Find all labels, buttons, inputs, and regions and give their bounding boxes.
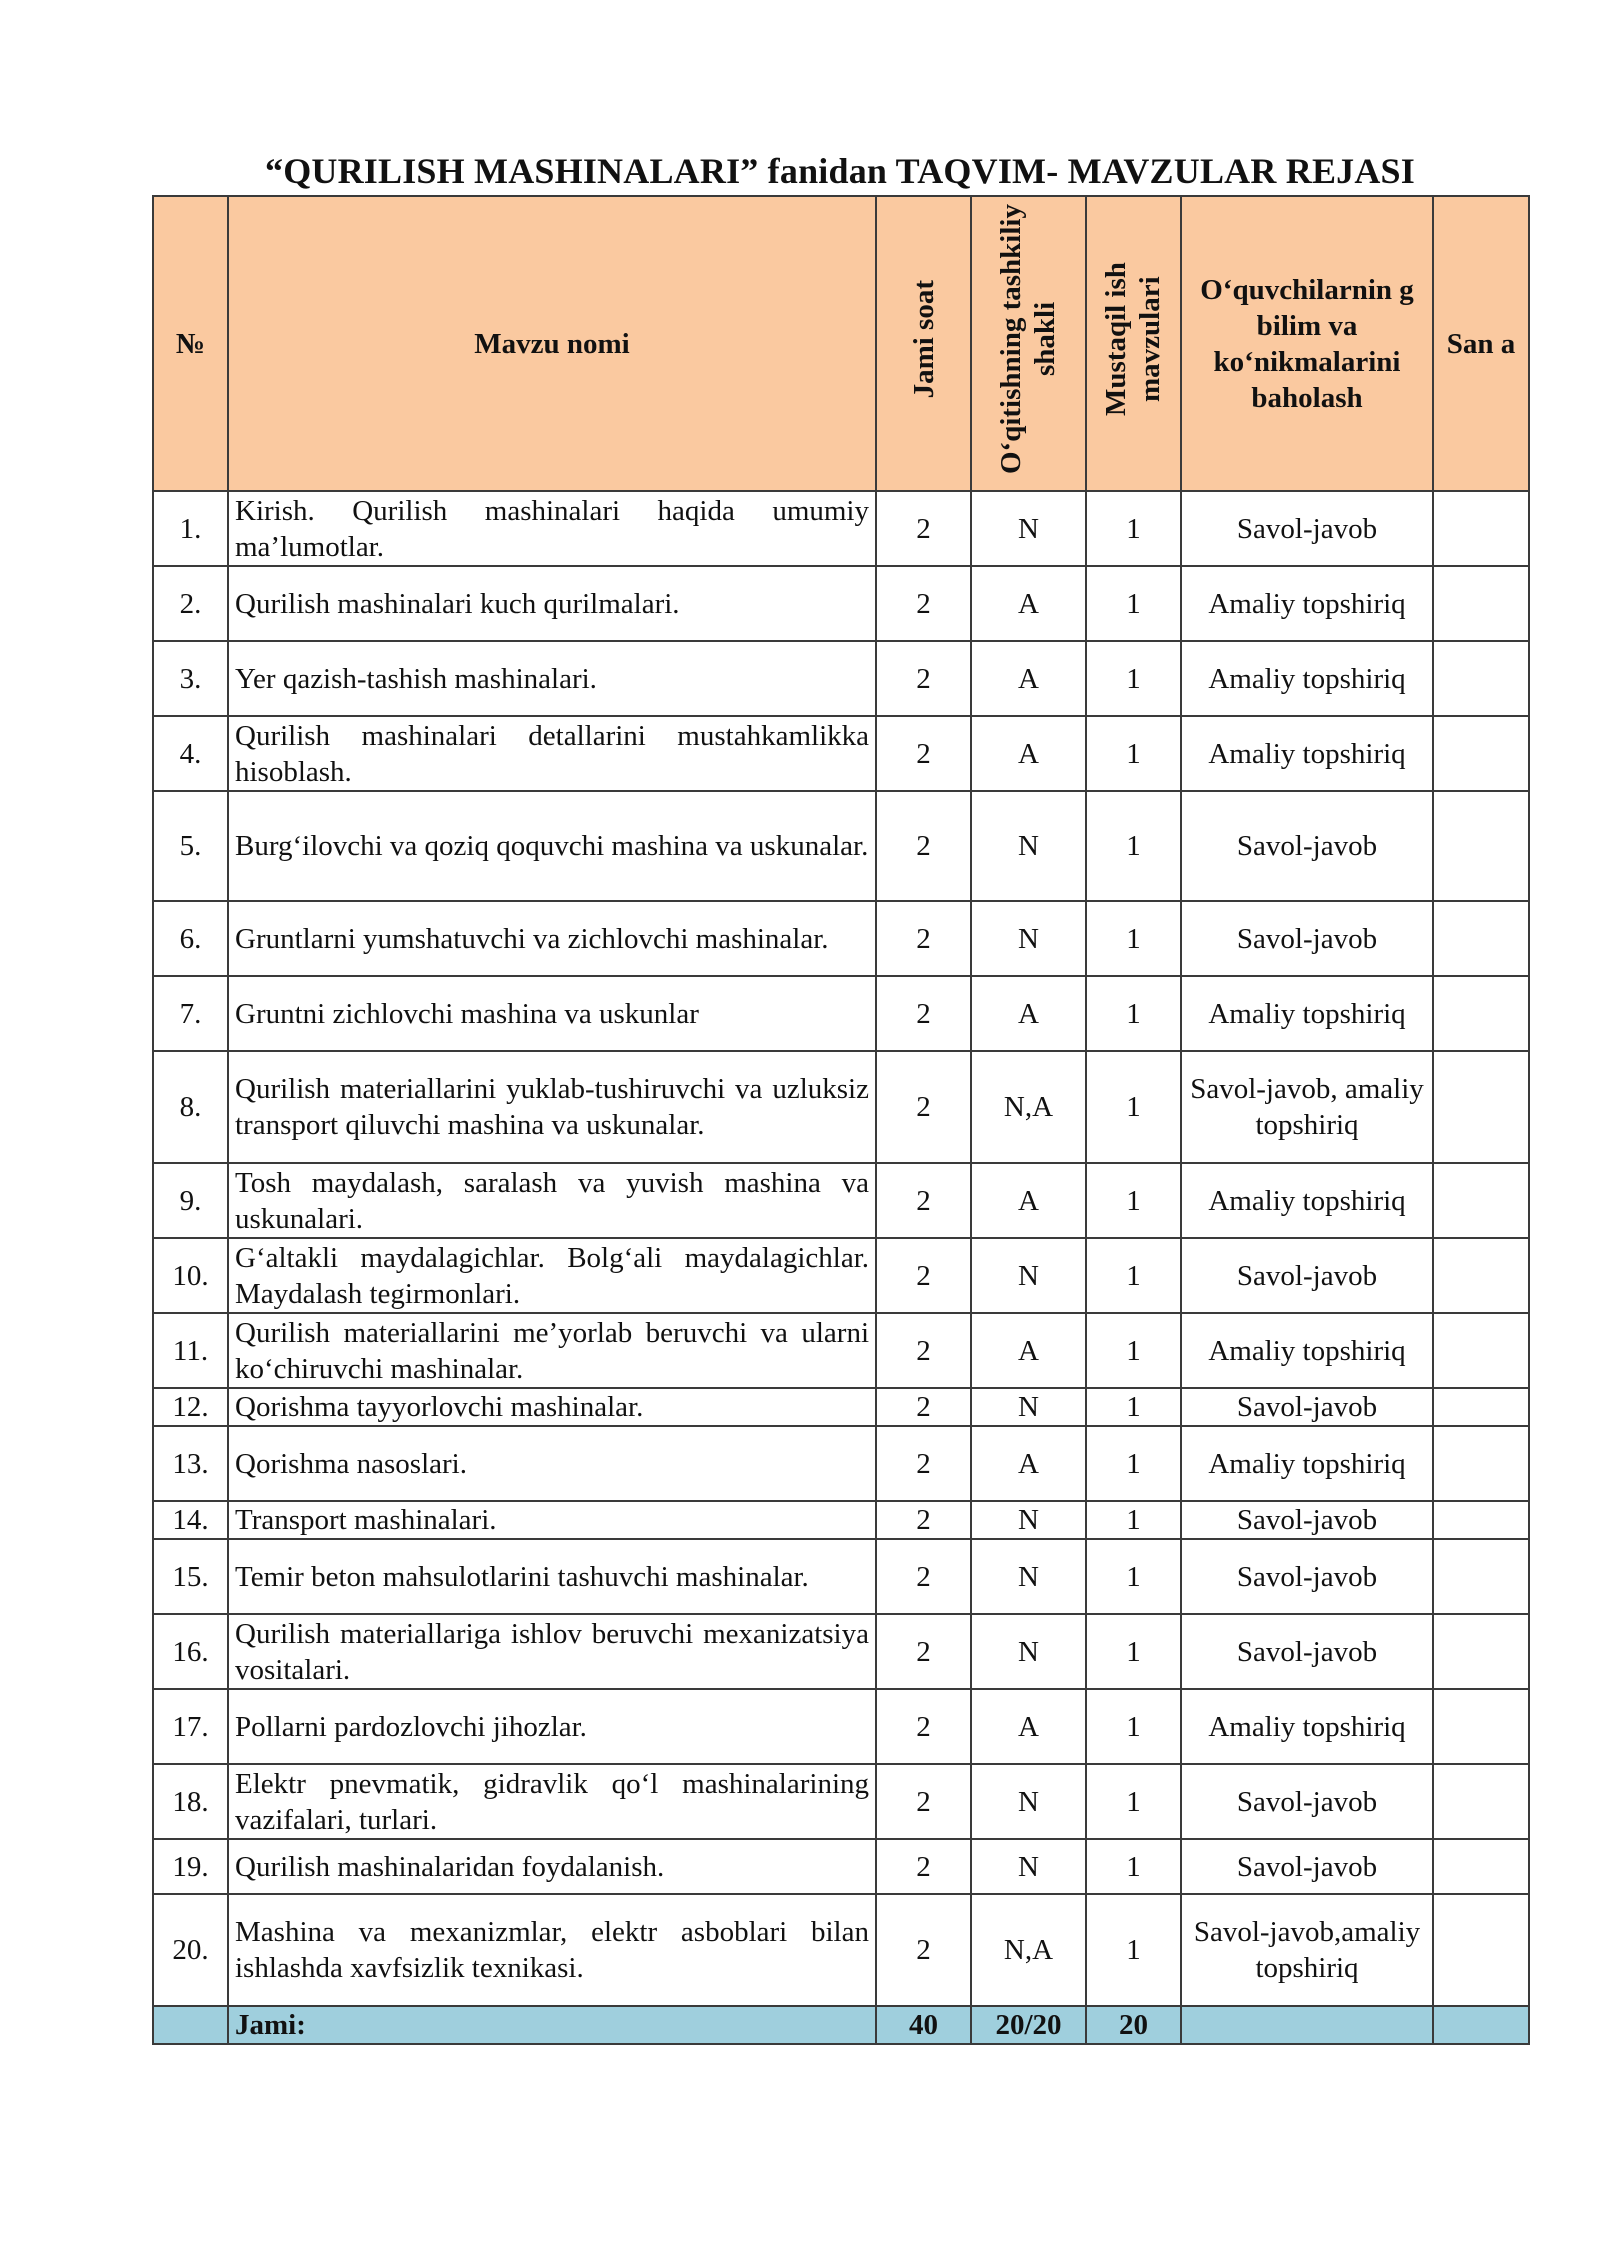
row-date [1433,1313,1529,1388]
row-date [1433,716,1529,791]
row-hours: 2 [876,1238,971,1313]
table-row [153,1163,1529,1238]
header-indep: Mustaqil ish mavzulari [1086,196,1181,491]
row-topic: Qurilish mashinalari kuch qurilmalari. [228,566,876,641]
table-row [153,1764,1529,1839]
row-assessment: Amaliy topshiriq [1181,1689,1433,1764]
row-date [1433,901,1529,976]
row-topic: Tosh maydalash, saralash va yuvish mashina va uskunalari. [228,1163,876,1238]
row-number: 11. [153,1313,228,1388]
row-assessment: Amaliy topshiriq [1181,566,1433,641]
row-assessment: Savol-javob [1181,1238,1433,1313]
row-assessment: Savol-javob,amaliy topshiriq [1181,1894,1433,2006]
row-form: N [971,1614,1086,1689]
row-form: N,A [971,1051,1086,1163]
row-number: 20. [153,1894,228,2006]
row-date [1433,1764,1529,1839]
row-hours: 2 [876,901,971,976]
row-number: 12. [153,1388,228,1426]
row-form: N,A [971,1894,1086,2006]
row-topic: G‘altakli maydalagichlar. Bolg‘ali maydalagichlar. Maydalash tegirmonlari. [228,1238,876,1313]
row-date [1433,1426,1529,1501]
table-row [153,791,1529,901]
row-date [1433,791,1529,901]
total-independent-work: 20 [1086,2006,1181,2044]
row-assessment: Savol-javob [1181,1539,1433,1614]
row-form: N [971,1388,1086,1426]
row-independent-work: 1 [1086,1894,1181,2006]
row-independent-work: 1 [1086,566,1181,641]
row-assessment: Savol-javob [1181,791,1433,901]
row-assessment: Savol-javob [1181,1764,1433,1839]
row-hours: 2 [876,1539,971,1614]
row-topic: Yer qazish-tashish mashinalari. [228,641,876,716]
row-independent-work: 1 [1086,1388,1181,1426]
row-topic: Qurilish mashinalaridan foydalanish. [228,1839,876,1894]
row-hours: 2 [876,716,971,791]
row-hours: 2 [876,1051,971,1163]
row-form: A [971,1163,1086,1238]
table-row [153,491,1529,566]
row-topic: Mashina va mexanizmlar, elektr asboblari bilan ishlashda xavfsizlik texnikasi. [228,1894,876,2006]
row-form: A [971,1313,1086,1388]
row-topic: Kirish. Qurilish mashinalari haqida umumiy ma’lumotlar. [228,491,876,566]
table-row [153,901,1529,976]
row-form: N [971,1501,1086,1539]
row-form: N [971,1539,1086,1614]
row-number: 8. [153,1051,228,1163]
total-row [153,2006,1529,2044]
row-topic: Qorishma nasoslari. [228,1426,876,1501]
row-topic: Qorishma tayyorlovchi mashinalar. [228,1388,876,1426]
row-hours: 2 [876,1388,971,1426]
row-topic: Qurilish materiallarini yuklab-tushiruvchi va uzluksiz transport qiluvchi mashina va uskunalar. [228,1051,876,1163]
row-number: 5. [153,791,228,901]
row-independent-work: 1 [1086,641,1181,716]
row-topic: Qurilish mashinalari detallarini mustahkamlikka hisoblash. [228,716,876,791]
header-form: O‘qitishning tashkiliy shakli [971,196,1086,491]
row-assessment: Amaliy topshiriq [1181,1313,1433,1388]
row-number: 6. [153,901,228,976]
row-number: 13. [153,1426,228,1501]
row-topic: Gruntni zichlovchi mashina va uskunlar [228,976,876,1051]
document-title: “QURILISH MASHINALARI” fanidan TAQVIM- MAVZULAR REJASI [265,151,1415,191]
header-row [153,196,1529,491]
row-number: 19. [153,1839,228,1894]
row-number: 16. [153,1614,228,1689]
row-independent-work: 1 [1086,1614,1181,1689]
total-form: 20/20 [971,2006,1086,2044]
row-hours: 2 [876,641,971,716]
row-hours: 2 [876,1764,971,1839]
row-number: 10. [153,1238,228,1313]
row-hours: 2 [876,491,971,566]
total-assess-empty [1181,2006,1433,2044]
table-row [153,1614,1529,1689]
row-assessment: Savol-javob, amaliy topshiriq [1181,1051,1433,1163]
row-topic: Qurilish materiallarini me’yorlab beruvchi va ularni ko‘chiruvchi mashinalar. [228,1313,876,1388]
row-date [1433,1238,1529,1313]
row-independent-work: 1 [1086,1764,1181,1839]
table-row [153,976,1529,1051]
table-row [153,641,1529,716]
row-assessment: Amaliy topshiriq [1181,1426,1433,1501]
row-form: A [971,1689,1086,1764]
table-row [153,1388,1529,1426]
row-hours: 2 [876,1501,971,1539]
row-independent-work: 1 [1086,1051,1181,1163]
row-independent-work: 1 [1086,716,1181,791]
row-form: A [971,976,1086,1051]
row-form: A [971,716,1086,791]
row-independent-work: 1 [1086,976,1181,1051]
row-hours: 2 [876,1163,971,1238]
row-form: A [971,641,1086,716]
header-hours: Jami soat [876,196,971,491]
row-date [1433,1388,1529,1426]
row-number: 1. [153,491,228,566]
row-independent-work: 1 [1086,1238,1181,1313]
row-number: 3. [153,641,228,716]
table-row [153,1894,1529,2006]
header-assess: O‘quvchilarnin g bilim va ko‘nikmalarini baholash [1181,196,1433,491]
row-topic: Transport mashinalari. [228,1501,876,1539]
row-independent-work: 1 [1086,1426,1181,1501]
row-number: 15. [153,1539,228,1614]
row-independent-work: 1 [1086,1313,1181,1388]
row-form: A [971,1426,1086,1501]
total-hours: 40 [876,2006,971,2044]
row-number: 4. [153,716,228,791]
header-date: San a [1433,196,1529,491]
row-hours: 2 [876,1894,971,2006]
row-number: 18. [153,1764,228,1839]
row-date [1433,1163,1529,1238]
row-assessment: Amaliy topshiriq [1181,641,1433,716]
row-hours: 2 [876,566,971,641]
row-date [1433,1689,1529,1764]
row-form: N [971,791,1086,901]
header-topic: Mavzu nomi [228,196,876,491]
row-hours: 2 [876,1689,971,1764]
table-row [153,1501,1529,1539]
row-form: N [971,1764,1086,1839]
row-topic: Qurilish materiallariga ishlov beruvchi mexanizatsiya vositalari. [228,1614,876,1689]
total-empty [153,2006,228,2044]
row-date [1433,1501,1529,1539]
row-independent-work: 1 [1086,1839,1181,1894]
row-number: 7. [153,976,228,1051]
table-row [153,1238,1529,1313]
row-independent-work: 1 [1086,1501,1181,1539]
row-hours: 2 [876,1426,971,1501]
row-topic: Temir beton mahsulotlarini tashuvchi mashinalar. [228,1539,876,1614]
row-date [1433,1051,1529,1163]
row-date [1433,1614,1529,1689]
row-hours: 2 [876,1313,971,1388]
row-form: N [971,491,1086,566]
row-assessment: Savol-javob [1181,491,1433,566]
row-number: 9. [153,1163,228,1238]
table-row [153,1539,1529,1614]
row-date [1433,491,1529,566]
table-row [153,1689,1529,1764]
row-assessment: Amaliy topshiriq [1181,716,1433,791]
row-assessment: Savol-javob [1181,1614,1433,1689]
row-hours: 2 [876,1839,971,1894]
row-topic: Gruntlarni yumshatuvchi va zichlovchi mashinalar. [228,901,876,976]
row-number: 2. [153,566,228,641]
row-date [1433,1539,1529,1614]
row-date [1433,976,1529,1051]
row-assessment: Savol-javob [1181,901,1433,976]
table-row [153,716,1529,791]
row-hours: 2 [876,1614,971,1689]
total-label: Jami: [228,2006,876,2044]
row-assessment: Savol-javob [1181,1388,1433,1426]
row-date [1433,1894,1529,2006]
row-independent-work: 1 [1086,1689,1181,1764]
row-form: A [971,566,1086,641]
row-form: N [971,901,1086,976]
header-no: № [153,196,228,491]
row-topic: Burg‘ilovchi va qoziq qoquvchi mashina va uskunalar. [228,791,876,901]
row-assessment: Amaliy topshiriq [1181,976,1433,1051]
row-topic: Elektr pnevmatik, gidravlik qo‘l mashinalarining vazifalari, turlari. [228,1764,876,1839]
row-topic: Pollarni pardozlovchi jihozlar. [228,1689,876,1764]
row-form: N [971,1238,1086,1313]
row-assessment: Amaliy topshiriq [1181,1163,1433,1238]
row-number: 14. [153,1501,228,1539]
row-assessment: Savol-javob [1181,1501,1433,1539]
table-row [153,1426,1529,1501]
row-date [1433,641,1529,716]
plan-table [152,195,1530,2045]
table-row [153,1313,1529,1388]
row-assessment: Savol-javob [1181,1839,1433,1894]
row-date [1433,1839,1529,1894]
table-row [153,566,1529,641]
row-form: N [971,1839,1086,1894]
row-independent-work: 1 [1086,491,1181,566]
row-number: 17. [153,1689,228,1764]
row-independent-work: 1 [1086,1163,1181,1238]
row-hours: 2 [876,976,971,1051]
row-independent-work: 1 [1086,1539,1181,1614]
row-independent-work: 1 [1086,901,1181,976]
row-independent-work: 1 [1086,791,1181,901]
total-date-empty [1433,2006,1529,2044]
row-date [1433,566,1529,641]
row-hours: 2 [876,791,971,901]
table-row [153,1051,1529,1163]
table-row [153,1839,1529,1894]
